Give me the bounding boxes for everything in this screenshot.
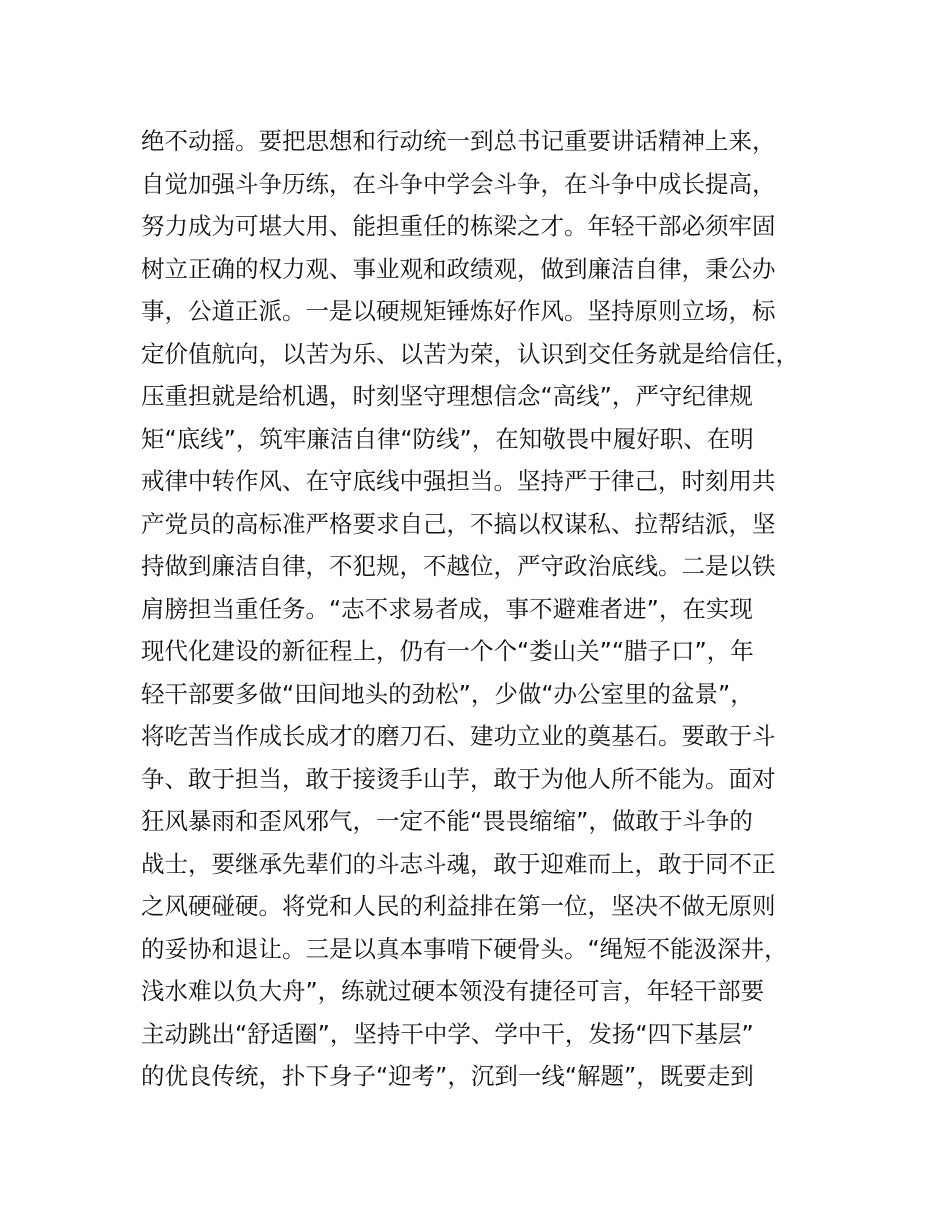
- text-line: 事，公道正派。一是以硬规矩锤炼好作风。坚持原则立场，标: [141, 297, 776, 325]
- text-line: 戒律中转作风、在守底线中强担当。坚持严于律己，时刻用共: [141, 467, 776, 495]
- text-line: 矩“底线”，筑牢廉洁自律“防线”，在知敬畏中履好职、在明: [141, 424, 754, 453]
- text-line: 将吃苦当作成长成才的磨刀石、建功立业的奠基石。要敢于斗: [141, 722, 776, 750]
- text-line: 产党员的高标准严格要求自己，不搞以权谋私、拉帮结派，坚: [141, 509, 776, 538]
- text-line: 努力成为可堪大用、能担重任的栋梁之才。年轻干部必须牢固: [141, 212, 776, 240]
- text-line: 绝不动摇。要把思想和行动统一到总书记重要讲话精神上来，: [141, 127, 776, 155]
- text-line: 战士，要继承先辈们的斗志斗魂，敢于迎难而上，敢于同不正: [141, 849, 776, 878]
- text-line: 持做到廉洁自律，不犯规，不越位，严守政治底线。二是以铁: [141, 552, 776, 580]
- text-line: 现代化建设的新征程上，仍有一个个“娄山关”“腊子口”，年: [141, 637, 754, 665]
- text-line: 的优良传统，扑下身子“迎考”，沉到一线“解题”，既要走到: [141, 1062, 754, 1090]
- text-line: 浅水难以负大舟”，练就过硬本领没有捷径可言，年轻干部要: [141, 977, 765, 1005]
- text-line: 轻干部要多做“田间地头的劲松”，少做“办公室里的盆景”，: [141, 679, 754, 708]
- text-line: 自觉加强斗争历练，在斗争中学会斗争，在斗争中成长提高，: [141, 169, 776, 198]
- text-line: 树立正确的权力观、事业观和政绩观，做到廉洁自律，秉公办: [141, 254, 776, 283]
- text-line: 的妥协和退让。三是以真本事啃下硬骨头。“绳短不能汲深井，: [141, 934, 788, 963]
- text-line: 压重担就是给机遇，时刻坚守理想信念“高线”，严守纪律规: [141, 382, 753, 410]
- text-line: 争、敢于担当，敢于接烫手山芋，敢于为他人所不能为。面对: [141, 764, 776, 793]
- text-line: 主动跳出“舒适圈”，坚持干中学、学中干，发扬“四下基层”: [141, 1019, 754, 1048]
- body-text: [141, 120, 841, 1098]
- text-line: 狂风暴雨和歪风邪气，一定不能“畏畏缩缩”，做敢于斗争的: [141, 807, 753, 835]
- text-line: 之风硬碰硬。将党和人民的利益排在第一位，坚决不做无原则: [141, 892, 776, 920]
- text-line: 定价值航向，以苦为乐、以苦为荣，认识到交任务就是给信任，: [141, 339, 799, 368]
- text-line: 肩膀担当重任务。“志不求易者成，事不避难者进”，在实现: [141, 594, 753, 623]
